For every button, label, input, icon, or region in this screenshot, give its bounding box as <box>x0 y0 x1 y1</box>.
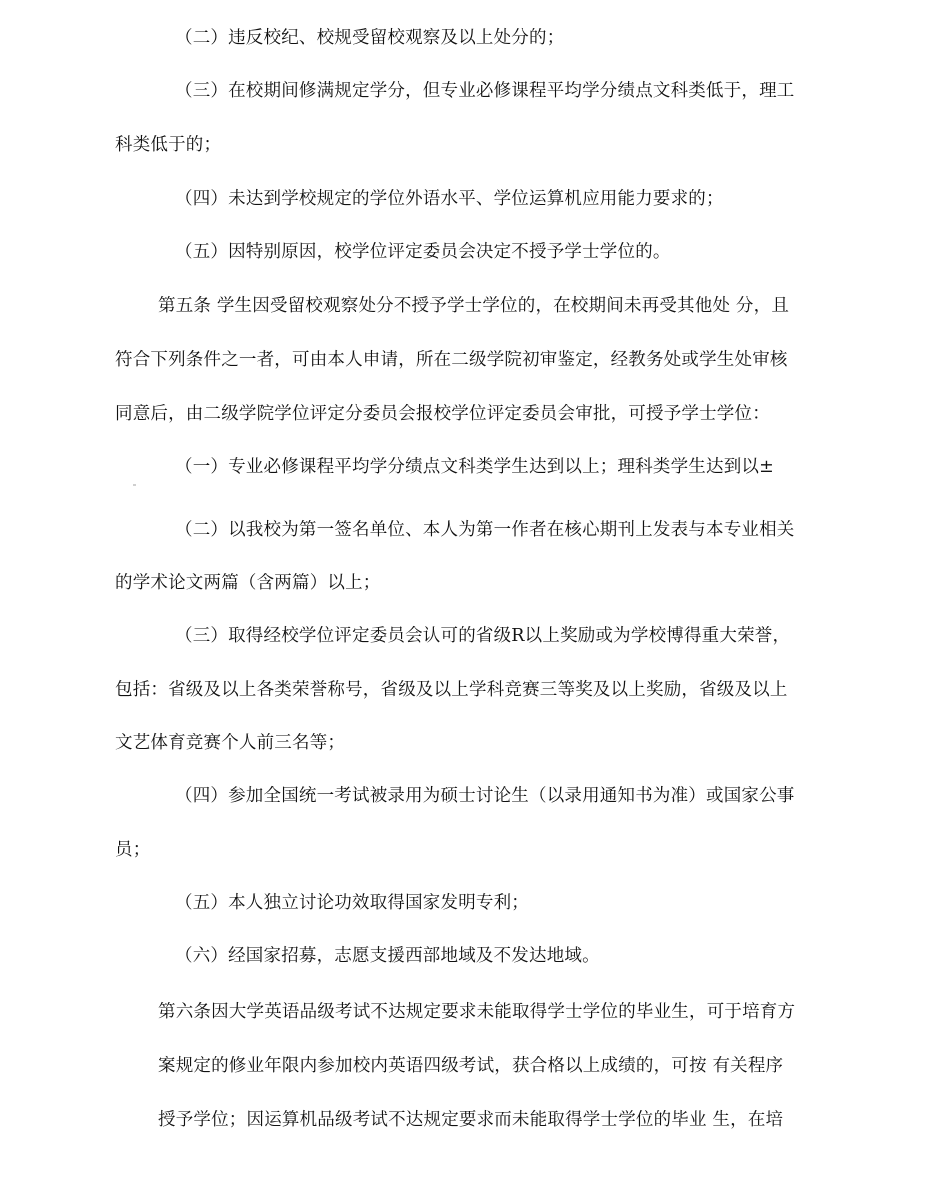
clause-4-4: （四）未达到学校规定的学位外语水平、学位运算机应用能力要求的； <box>175 189 724 209</box>
clause-5-4-line-2: 员； <box>115 840 151 860</box>
clause-4-2: （二）违反校纪、校规受留校观察及以上处分的； <box>175 28 565 48</box>
clause-5-5: （五）本人独立讨论功效取得国家发明专利； <box>175 893 529 913</box>
article-6-line-3: 授予学位；因运算机品级考试不达规定要求而未能取得学士学位的毕业 生，在培 <box>158 1110 784 1130</box>
clause-5-2-line-1: （二）以我校为第一签名单位、本人为第一作者在核心期刊上发表与本专业相关 <box>175 520 795 540</box>
clause-4-3-line-1: （三）在校期间修满规定学分，但专业必修课程平均学分绩点文科类低于，理工 <box>175 81 795 101</box>
clause-5-6: （六）经国家招募，志愿支援西部地域及不发达地域。 <box>175 946 600 966</box>
article-5-line-3: 同意后，由二级学院学位评定分委员会报校学位评定委员会审批，可授予学士学位： <box>115 404 770 424</box>
clause-5-2-line-2: 的学术论文两篇（含两篇）以上； <box>115 573 381 593</box>
clause-5-3-line-1: （三）取得经校学位评定委员会认可的省级R以上奖励或为学校博得重大荣誉， <box>175 626 791 646</box>
clause-4-5: （五）因特别原因，校学位评定委员会决定不授予学士学位的。 <box>175 242 671 262</box>
article-5-line-2: 符合下列条件之一者，可由本人申请，所在二级学院初审鉴定，经教务处或学生处审核 <box>115 350 788 370</box>
article-6-line-1: 第六条因大学英语品级考试不达规定要求未能取得学士学位的毕业生，可于培育方 <box>158 1002 796 1022</box>
scan-speck <box>133 484 136 486</box>
clause-5-4-line-1: （四）参加全国统一考试被录用为硕士讨论生（以录用通知书为准）或国家公事 <box>175 786 795 806</box>
clause-5-1: （一）专业必修课程平均学分绩点文科类学生达到以上；理科类学生达到以± <box>175 457 774 477</box>
article-5-line-1: 第五条 学生因受留校观察处分不授予学士学位的，在校期间未再受其他处 分，且 <box>158 296 790 316</box>
clause-5-3-line-3: 文艺体育竞赛个人前三名等； <box>115 733 346 753</box>
clause-5-3-line-2: 包括：省级及以上各类荣誉称号，省级及以上学科竞赛三等奖及以上奖励，省级及以上 <box>115 680 788 700</box>
article-6-line-2: 案规定的修业年限内参加校内英语四级考试，获合格以上成绩的，可按 有关程序 <box>158 1056 784 1076</box>
clause-4-3-line-2: 科类低于的； <box>115 135 222 155</box>
